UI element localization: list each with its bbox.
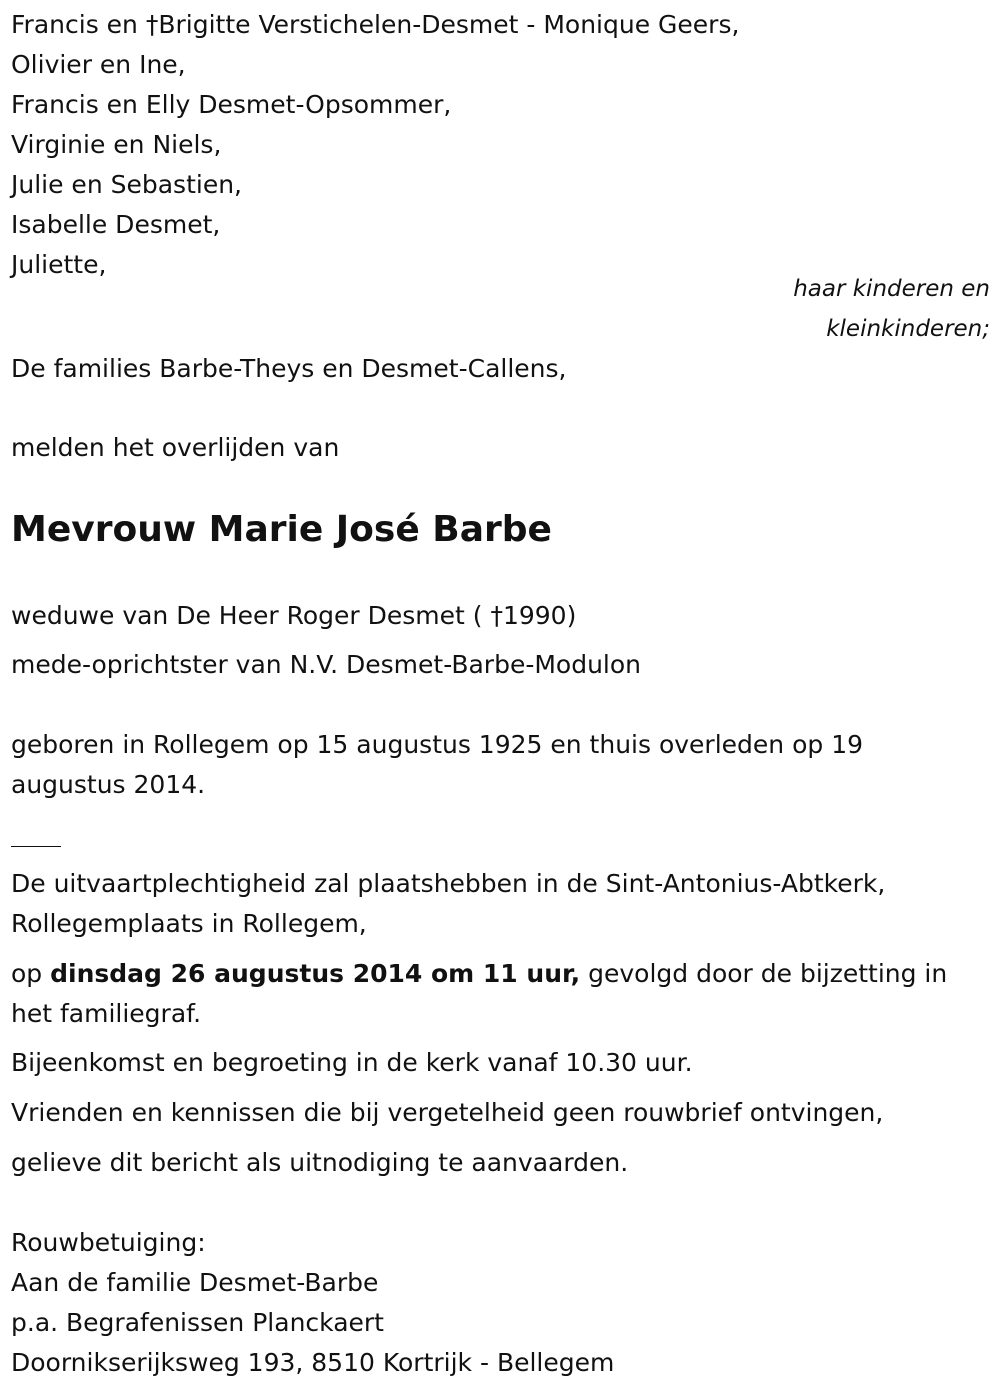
funeral-line-1: De uitvaartplechtigheid zal plaatshebben in de Sint-Antonius-Abtkerk, xyxy=(11,869,886,898)
condolences-heading: Rouwbetuiging: xyxy=(11,1228,206,1257)
funeral-date: dinsdag 26 augustus 2014 om 11 uur, xyxy=(50,959,581,988)
announcement: melden het overlijden van xyxy=(11,433,340,462)
family-line-4: Virginie en Niels, xyxy=(11,130,222,159)
family-line-3: Francis en Elly Desmet-Opsommer, xyxy=(11,90,452,119)
family-line-7: Juliette, xyxy=(11,250,107,279)
family-line-5: Julie en Sebastien, xyxy=(11,170,242,199)
family-line-1 xyxy=(11,10,739,40)
widow-year: 1990) xyxy=(502,601,577,630)
cross-icon: † xyxy=(145,10,159,39)
birth-death-line-2: augustus 2014. xyxy=(11,770,206,799)
family-line-2: Olivier en Ine, xyxy=(11,50,186,79)
widow-line xyxy=(11,601,576,631)
funeral-line-2: Rollegemplaats in Rollegem, xyxy=(11,909,367,938)
family-text: Brigitte Verstichelen-Desmet - Monique Geers, xyxy=(158,10,740,39)
funeral-line-4: het familiegraf. xyxy=(11,999,202,1028)
condolences-line-2: p.a. Begrafenissen Planckaert xyxy=(11,1308,384,1337)
condolences-address: Doornikserijksweg 193, 8510 Kortrijk - Bellegem xyxy=(11,1348,615,1377)
relation-label-2: kleinkinderen; xyxy=(826,316,990,342)
friends-line-1: Vrienden en kennissen die bij vergetelheid geen rouwbrief ontvingen, xyxy=(11,1098,884,1127)
condolences-line-1: Aan de familie Desmet-Barbe xyxy=(11,1268,379,1297)
family-text: Francis en xyxy=(11,10,146,39)
deceased-name: Mevrouw Marie José Barbe xyxy=(11,509,552,550)
gathering-line: Bijeenkomst en begroeting in de kerk vanaf 10.30 uur. xyxy=(11,1048,693,1077)
families-line: De families Barbe-Theys en Desmet-Callens, xyxy=(11,354,567,383)
cross-icon: † xyxy=(490,601,503,630)
funeral-date-line xyxy=(11,959,947,989)
friends-line-2: gelieve dit bericht als uitnodiging te aanvaarden. xyxy=(11,1148,629,1177)
birth-death-line-1: geboren in Rollegem op 15 augustus 1925 en thuis overleden op 19 xyxy=(11,730,864,759)
cofounder-line: mede-oprichtster van N.V. Desmet-Barbe-Modulon xyxy=(11,650,642,679)
separator xyxy=(11,846,61,847)
widow-text: weduwe van De Heer Roger Desmet ( xyxy=(11,601,491,630)
date-prefix: op xyxy=(11,959,51,988)
family-line-6: Isabelle Desmet, xyxy=(11,210,221,239)
date-suffix: gevolgd door de bijzetting in xyxy=(580,959,948,988)
relation-label-1: haar kinderen en xyxy=(793,276,990,302)
